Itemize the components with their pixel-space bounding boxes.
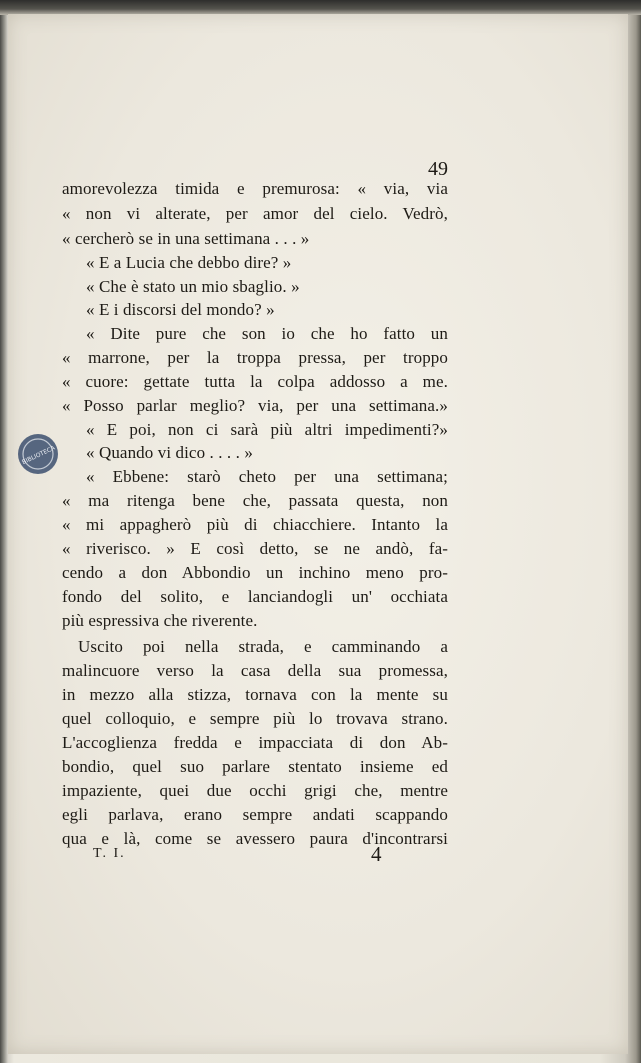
text-line: « marrone, per la troppa pressa, per troppo (62, 348, 448, 367)
stamp-text: BIBLIOTECA (21, 444, 57, 467)
text-line: « Che è stato un mio sbaglio. » (86, 277, 300, 296)
text-line: « Ebbene: starò cheto per una settimana; (86, 467, 448, 486)
page-number: 49 (428, 158, 448, 180)
text-line: cendo a don Abbondio un inchino meno pro- (62, 563, 448, 582)
text-line: « non vi alterate, per amor del cielo. Vedrò, (62, 204, 448, 223)
text-line: più espressiva che riverente. (62, 611, 258, 630)
text-line: Uscito poi nella strada, e camminando a (78, 637, 448, 656)
text-line: « E poi, non ci sarà più altri impedimenti?» (86, 420, 448, 439)
text-line: « Dite pure che son io che ho fatto un (86, 324, 448, 343)
text-line: « riverisco. » E così detto, se ne andò, fa- (62, 539, 448, 558)
text-line: qua e là, come se avessero paura d'incontrarsi (62, 829, 448, 848)
text-line: quel colloquio, e sempre più lo trovava strano. (62, 709, 448, 728)
signature-mark: T. I. (93, 846, 126, 861)
text-line: « ma ritenga bene che, passata questa, non (62, 491, 448, 510)
text-line: « cuore: gettate tutta la colpa addosso a me. (62, 372, 448, 391)
text-line: malincuore verso la casa della sua promessa, (62, 661, 448, 680)
text-line: « Posso parlar meglio? via, per una settimana.» (62, 396, 448, 415)
text-line: « Quando vi dico . . . . » (86, 443, 253, 462)
text-line: fondo del solito, e lanciandogli un' occhiata (62, 587, 448, 606)
text-line: « cercherò se in una settimana . . . » (62, 229, 310, 248)
text-line: amorevolezza timida e premurosa: « via, via (62, 179, 448, 198)
text-line: in mezzo alla stizza, tornava con la mente su (62, 685, 448, 704)
text-line: egli parlava, erano sempre andati scappando (62, 805, 448, 824)
text-line: bondio, quel suo parlare stentato insieme ed (62, 757, 448, 776)
gathering-number: 4 (371, 842, 382, 866)
text-line: L'accoglienza fredda e impacciata di don Ab- (62, 733, 448, 752)
text-line: « E a Lucia che debbo dire? » (86, 253, 292, 272)
text-line: « mi appagherò più di chiacchiere. Intanto la (62, 515, 448, 534)
text-line: « E i discorsi del mondo? » (86, 300, 275, 319)
text-line: impaziente, quei due occhi grigi che, mentre (62, 781, 448, 800)
